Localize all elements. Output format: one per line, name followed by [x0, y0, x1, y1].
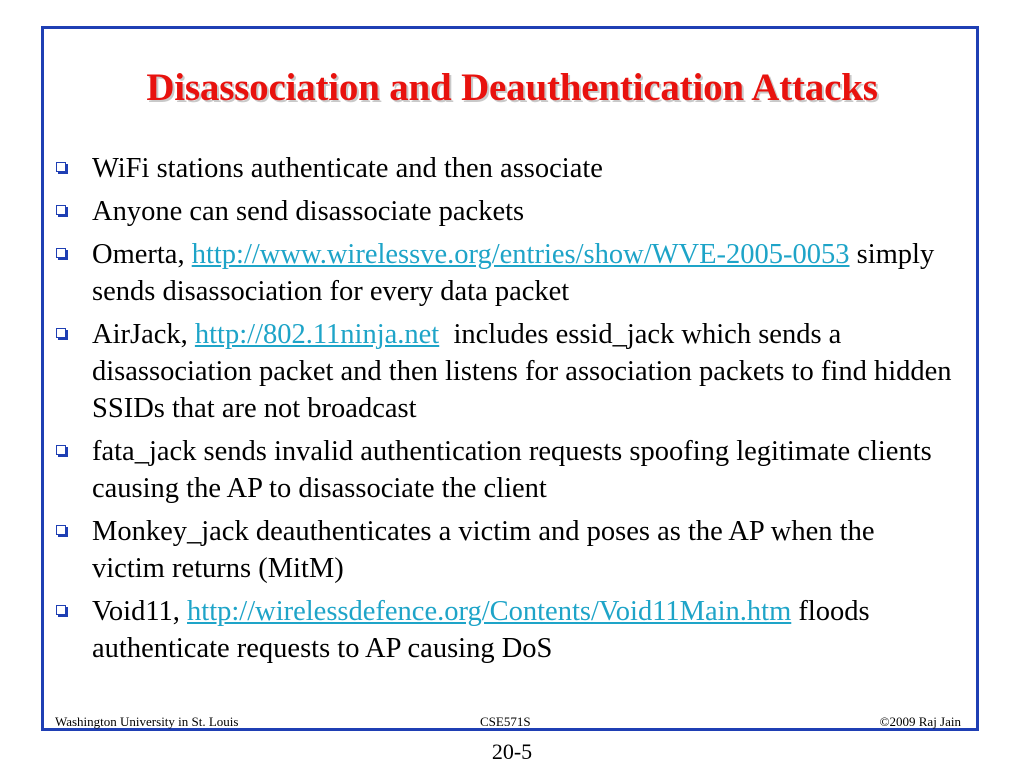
- bullet-item: [92, 193, 952, 230]
- bullet-text: includes essid_jack which sends a disassociation packet and then listens for association packets to find hidden SSIDs that are not broadcast: [92, 319, 959, 424]
- omerta-link[interactable]: http://www.wirelessve.org/entries/show/WVE-2005-0053: [191, 239, 850, 270]
- footer-course: CSE571S: [480, 714, 531, 729]
- hollow-square-bullet-icon: [56, 605, 66, 615]
- hollow-square-bullet-icon: [56, 205, 66, 215]
- bullet-item: [92, 150, 952, 187]
- footer-copyright: ©2009 Raj Jain: [879, 714, 961, 729]
- hollow-square-bullet-icon: [56, 445, 66, 455]
- hollow-square-bullet-icon: [56, 162, 66, 172]
- bullet-text: Monkey_jack deauthenticates a victim and poses as the AP when the victim returns (MitM): [92, 516, 875, 584]
- void11-link[interactable]: http://wirelessdefence.org/Contents/Void11Main.htm: [187, 596, 792, 627]
- footer-institution: Washington University in St. Louis: [55, 714, 239, 729]
- airjack-link[interactable]: http://802.11ninja.net: [194, 319, 440, 350]
- bullet-text: floods authenticate requests to AP causing DoS: [92, 596, 870, 664]
- bullet-text: Anyone can send disassociate packets: [92, 196, 525, 227]
- bullet-item: [92, 513, 952, 587]
- hollow-square-bullet-icon: [56, 328, 66, 338]
- bullet-item: [92, 593, 952, 667]
- bullet-text: AirJack,: [92, 319, 195, 350]
- bullet-item: [92, 433, 952, 507]
- bullet-list: [92, 150, 959, 673]
- bullet-text: Omerta,: [92, 239, 192, 270]
- hollow-square-bullet-icon: [56, 525, 66, 535]
- bullet-text: WiFi stations authenticate and then associate: [92, 153, 603, 184]
- bullet-text: simply sends disassociation for every data packet: [92, 239, 935, 307]
- bullet-item: [92, 316, 959, 427]
- slide-title: Disassociation and Deauthentication Attacks: [146, 66, 878, 109]
- hollow-square-bullet-icon: [56, 248, 66, 258]
- page-number: 20-5: [491, 739, 533, 764]
- bullet-item: [92, 236, 952, 310]
- bullet-text: Void11,: [92, 596, 188, 627]
- bullet-text: fata_jack sends invalid authentication requests spoofing legitimate clients causing the AP to disassociate the client: [92, 436, 932, 504]
